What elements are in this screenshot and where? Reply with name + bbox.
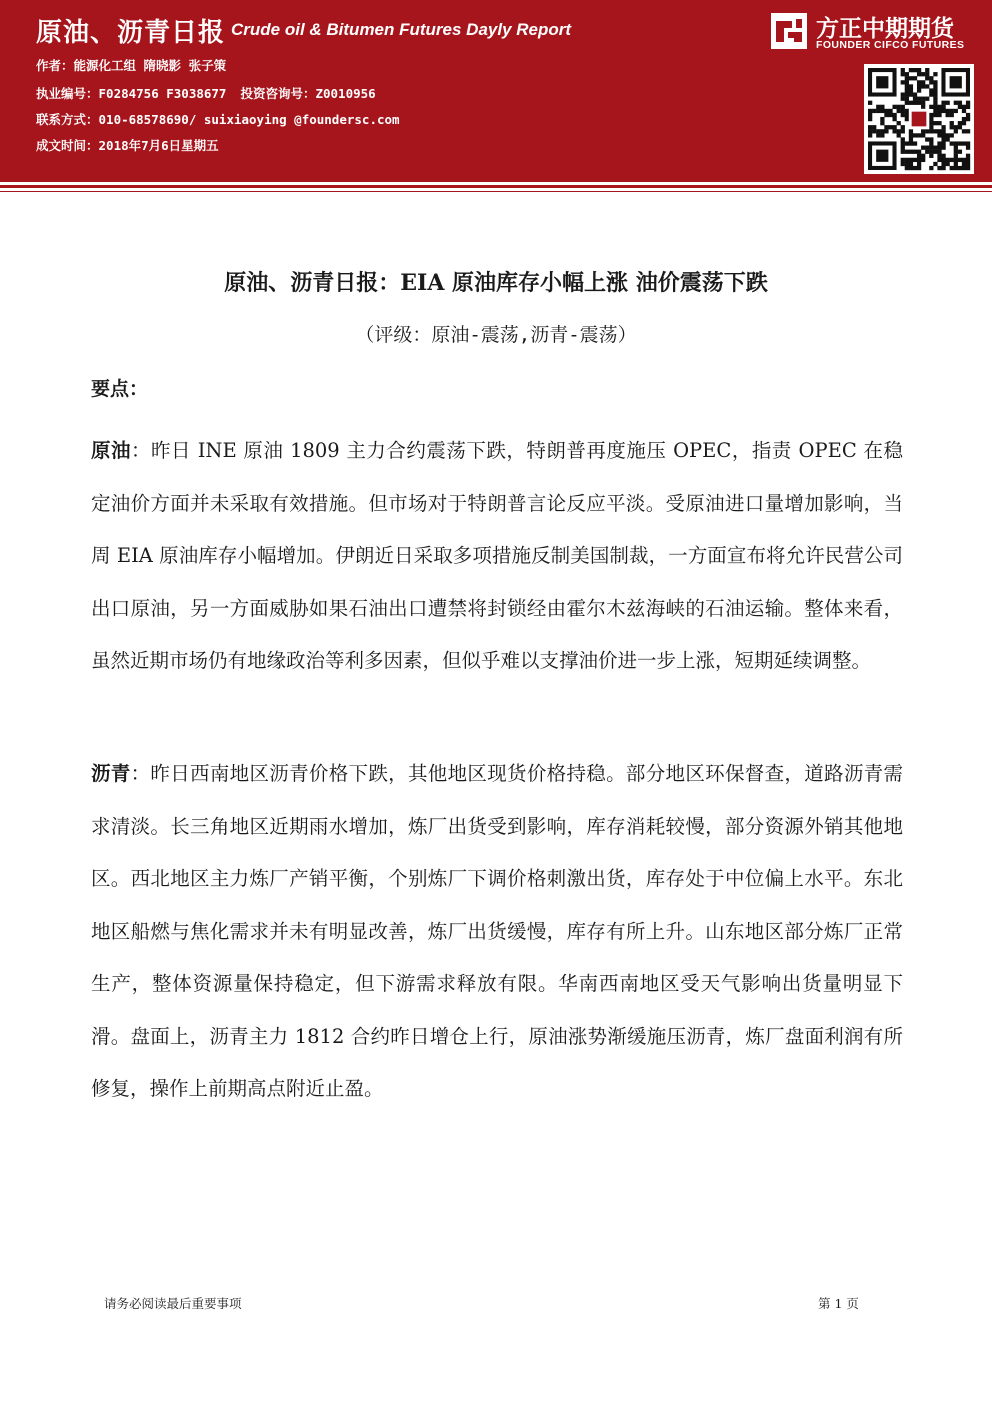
bitumen-paragraph [91, 748, 903, 1116]
license-label: 执业编号： [36, 86, 99, 101]
contact-label: 联系方式： [36, 112, 99, 127]
crude-oil-paragraph [91, 425, 903, 688]
page-number: 第 1 页 [818, 1296, 859, 1311]
author-value: 能源化工组 隋晓影 张子策 [73, 58, 227, 73]
author-line [36, 56, 226, 74]
logo-name-cn: 方正中期期货 [816, 16, 954, 42]
report-title-en: Crude oil & Bitumen Futures Dayly Report [231, 20, 572, 39]
consult-value: Z0010956 [315, 86, 376, 101]
consult-label: 投资咨询号： [240, 86, 316, 101]
date-line [36, 136, 219, 154]
founder-logo-icon [770, 12, 808, 50]
date-value: 2018年7月6日星期五 [98, 138, 219, 153]
contact-value: 010-68578690/ suixiaoying @foundersc.com [98, 112, 400, 127]
qr-code-icon[interactable] [864, 64, 974, 174]
license-line [36, 84, 376, 102]
header-divider-thin [0, 191, 992, 192]
crude-oil-text: ：昨日 INE 原油 1809 主力合约震荡下跌，特朗普再度施压 OPEC，指责 OPEC 在稳定油价方面并未采取有效措施。但市场对于特朗普言论反应平淡。受原油进口量增加影响，当周 EIA 原油库存小幅增加。伊朗近日采取多项措施反制美国制裁，一方面宣布将允许民营公司出口原油，另一方面威胁如果石油出口遭禁将封锁经由霍尔木兹海峡的石油运输。整体来看，虽然近期市场仍有地缘政治等利多因素，但似乎难以支撑油价进一步上涨，短期延续调整。 [91, 439, 903, 672]
crude-oil-label: 原油 [91, 439, 131, 462]
report-header-banner [0, 0, 992, 182]
report-title-cn: 原油、沥青日报 [36, 18, 226, 48]
company-logo [770, 10, 970, 56]
author-label: 作者： [36, 58, 74, 73]
document-title: 原油、沥青日报：EIA 原油库存小幅上涨 油价震荡下跌 [224, 270, 768, 296]
bitumen-label: 沥青 [91, 762, 131, 785]
bitumen-text: ：昨日西南地区沥青价格下跌，其他地区现货价格持稳。部分地区环保督查，道路沥青需求清淡。长三角地区近期雨水增加，炼厂出货受到影响，库存消耗较慢，部分资源外销其他地区。西北地区主力炼厂产销平衡，个别炼厂下调价格刺激出货，库存处于中位偏上水平。东北地区船燃与焦化需求并未有明显改善，炼厂出货缓慢，库存有所上升。山东地区部分炼厂正常生产，整体资源量保持稳定，但下游需求释放有限。华南西南地区受天气影响出货量明显下滑。盘面上，沥青主力 1812 合约昨日增仓上行，原油涨势渐缓施压沥青，炼厂盘面利润有所修复，操作上前期高点附近止盈。 [91, 762, 903, 1100]
keypoints-label: 要点： [91, 378, 149, 400]
logo-name-en: FOUNDER CIFCO FUTURES [816, 39, 965, 51]
header-divider-thick [0, 185, 992, 188]
license-value: F0284756 F3038677 [98, 86, 227, 101]
contact-line [36, 110, 400, 128]
rating-line: （评级：原油-震荡,沥青-震荡） [355, 324, 637, 346]
footer-notice: 请务必阅读最后重要事项 [104, 1296, 242, 1311]
date-label: 成文时间： [36, 138, 99, 153]
